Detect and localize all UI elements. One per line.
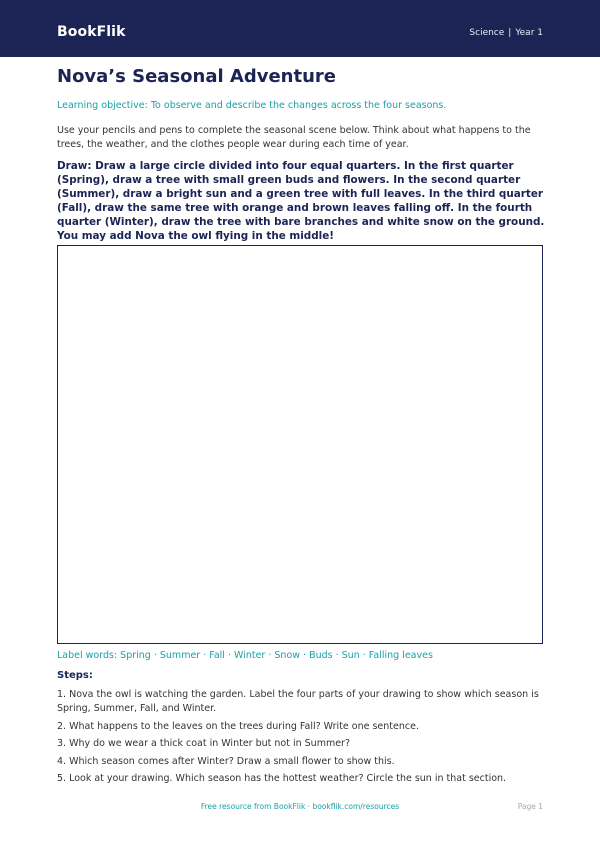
brand-logo[interactable]: BookFlik xyxy=(57,24,126,40)
year-label: Year 1 xyxy=(515,28,543,38)
draw-instruction: Draw: Draw a large circle divided into four equal quarters. In the first quarter (Spring), draw a tree with small green buds and flowers. In the second quarter (Summer), draw a bright sun and a green tree with full leaves. In the third quarter (Fall), draw the same tree with orange and brown leaves falling off. In the fourth quarter (Winter), draw the tree with bare branches and white snow on the ground. You may add Nova the owl flying in the middle! xyxy=(57,160,545,242)
page-title: Nova’s Seasonal Adventure xyxy=(57,66,336,87)
steps-heading: Steps: xyxy=(57,670,93,681)
header-bar xyxy=(0,0,600,57)
step-item-1: 1. Nova the owl is watching the garden. Label the four parts of your drawing to show which season is Spring, Summer, Fall, and Winter. xyxy=(57,689,539,714)
step-item-2: 2. What happens to the leaves on the trees during Fall? Write one sentence. xyxy=(57,720,419,732)
learning-objective: Learning objective: To observe and describe the changes across the four seasons. xyxy=(57,100,447,111)
footer-credit[interactable]: Free resource from BookFlik · bookflik.com/resources xyxy=(200,802,400,811)
header-meta xyxy=(469,28,543,39)
header-separator: | xyxy=(508,28,512,38)
step-item-3: 3. Why do we wear a thick coat in Winter but not in Summer? xyxy=(57,738,350,749)
drawing-area[interactable] xyxy=(57,245,543,644)
page-number: Page 1 xyxy=(517,802,543,811)
intro-text: Use your pencils and pens to complete the seasonal scene below. Think about what happens to the trees, the weather, and the clothes people wear during each time of year. xyxy=(57,125,531,150)
label-words: Label words: Spring · Summer · Fall · Winter · Snow · Buds · Sun · Falling leaves xyxy=(57,650,433,661)
step-item-5: 5. Look at your drawing. Which season has the hottest weather? Circle the sun in that section. xyxy=(57,773,507,784)
step-item-4: 4. Which season comes after Winter? Draw a small flower to show this. xyxy=(57,755,395,767)
steps-list xyxy=(57,688,547,790)
subject-label: Science xyxy=(469,28,505,38)
